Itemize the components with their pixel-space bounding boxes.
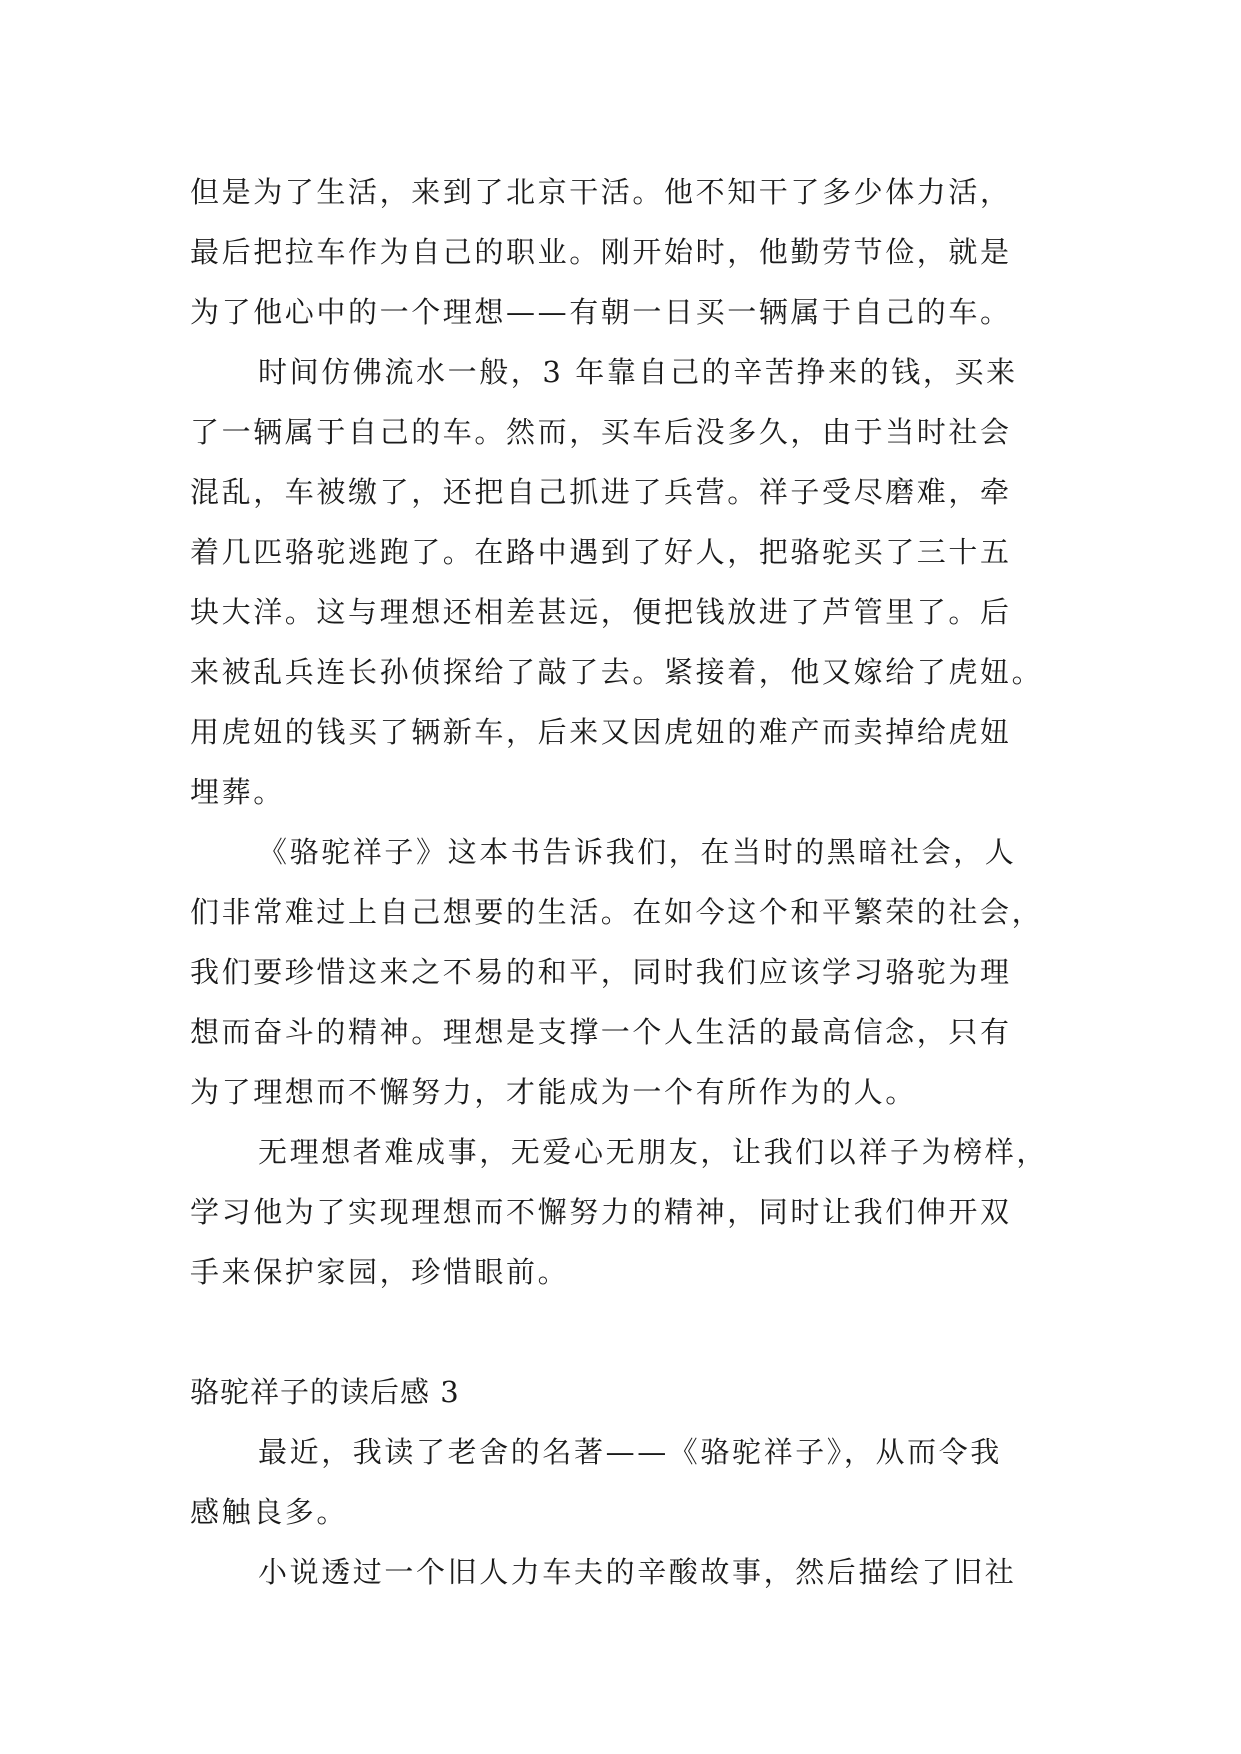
paragraph-line: 学习他为了实现理想而不懈努力的精神，同时让我们伸开双 xyxy=(190,1195,1012,1229)
paragraph xyxy=(190,1422,1070,1542)
paragraph-line: 我们要珍惜这来之不易的和平，同时我们应该学习骆驼为理 xyxy=(190,955,1012,989)
paragraph xyxy=(190,822,1070,1122)
paragraph-line: 块大洋。这与理想还相差甚远，便把钱放进了芦管里了。后 xyxy=(190,595,1012,629)
paragraph xyxy=(190,162,1070,342)
paragraph-line: 最后把拉车作为自己的职业。刚开始时，他勤劳节俭，就是 xyxy=(190,235,1012,269)
paragraph xyxy=(190,1122,1070,1302)
paragraph-line: 着几匹骆驼逃跑了。在路中遇到了好人，把骆驼买了三十五 xyxy=(190,535,1012,569)
paragraph-line: 用虎妞的钱买了辆新车，后来又因虎妞的难产而卖掉给虎妞 xyxy=(190,715,1012,749)
paragraph-line: 无理想者难成事，无爱心无朋友，让我们以祥子为榜样， xyxy=(258,1135,1049,1169)
paragraph-line: 混乱，车被缴了，还把自己抓进了兵营。祥子受尽磨难，牵 xyxy=(190,475,1012,509)
paragraph-line: 们非常难过上自己想要的生活。在如今这个和平繁荣的社会， xyxy=(190,895,1044,929)
paragraph-line: 感触良多。 xyxy=(190,1495,349,1529)
blank-line xyxy=(190,1302,1070,1362)
paragraph-line: 最近，我读了老舍的名著——《骆驼祥子》，从而令我 xyxy=(258,1435,1002,1469)
paragraph xyxy=(190,342,1070,822)
paragraph-line: 了一辆属于自己的车。然而，买车后没多久，由于当时社会 xyxy=(190,415,1012,449)
paragraph-line: 但是为了生活，来到了北京干活。他不知干了多少体力活， xyxy=(190,175,1012,209)
paragraph xyxy=(190,1542,1070,1602)
paragraph-line: 小说透过一个旧人力车夫的辛酸故事，然后描绘了旧社 xyxy=(258,1555,1017,1589)
paragraph-line: 来被乱兵连长孙侦探给了敲了去。紧接着，他又嫁给了虎妞。 xyxy=(190,655,1044,689)
paragraph-line: 为了理想而不懈努力，才能成为一个有所作为的人。 xyxy=(190,1075,917,1109)
section-title: 骆驼祥子的读后感 3 xyxy=(190,1375,460,1409)
document-body xyxy=(190,162,1070,1602)
paragraph-line: 想而奋斗的精神。理想是支撑一个人生活的最高信念，只有 xyxy=(190,1015,1012,1049)
paragraph-line: 手来保护家园，珍惜眼前。 xyxy=(190,1255,570,1289)
paragraph-line: 为了他心中的一个理想——有朝一日买一辆属于自己的车。 xyxy=(190,295,1012,329)
paragraph-line: 《骆驼祥子》这本书告诉我们，在当时的黑暗社会，人 xyxy=(258,835,1017,869)
paragraph-line: 时间仿佛流水一般，3 年靠自己的辛苦挣来的钱，买来 xyxy=(258,355,1018,389)
paragraph-line: 埋葬。 xyxy=(190,775,285,809)
